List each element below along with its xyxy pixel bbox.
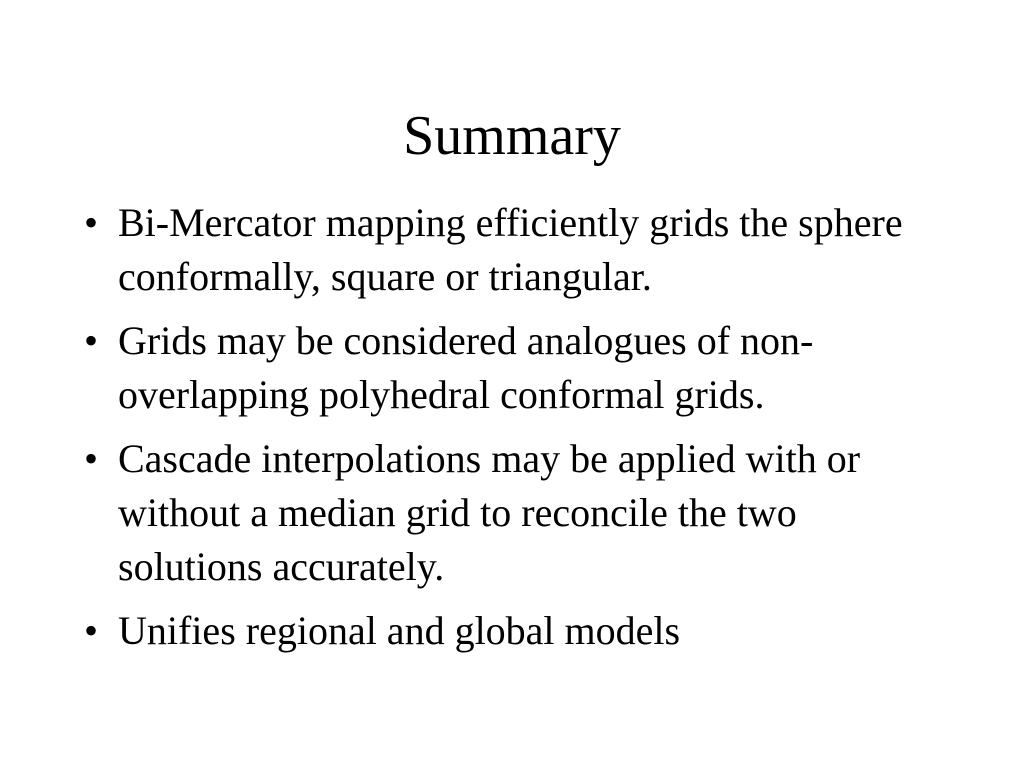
bullet-list bbox=[80, 196, 940, 668]
bullet-icon: • bbox=[84, 608, 99, 653]
bullet-icon: • bbox=[84, 436, 99, 481]
bullet-text: Bi-Mercator mapping efficiently grids the sphere conformally, square or triangular. bbox=[118, 200, 903, 299]
bullet-text: Unifies regional and global models bbox=[118, 608, 681, 653]
bullet-text: Cascade interpolations may be applied with or without a median grid to reconcile the two solutions accurately. bbox=[118, 436, 861, 589]
bullet-text: Grids may be considered analogues of non-overlapping polyhedral conformal grids. bbox=[118, 318, 814, 417]
bullet-item bbox=[80, 432, 940, 594]
bullet-icon: • bbox=[84, 318, 99, 363]
bullet-item bbox=[80, 604, 940, 658]
bullet-icon: • bbox=[84, 200, 99, 245]
bullet-item bbox=[80, 314, 940, 422]
slide-title: Summary bbox=[403, 105, 621, 167]
bullet-item bbox=[80, 196, 940, 304]
